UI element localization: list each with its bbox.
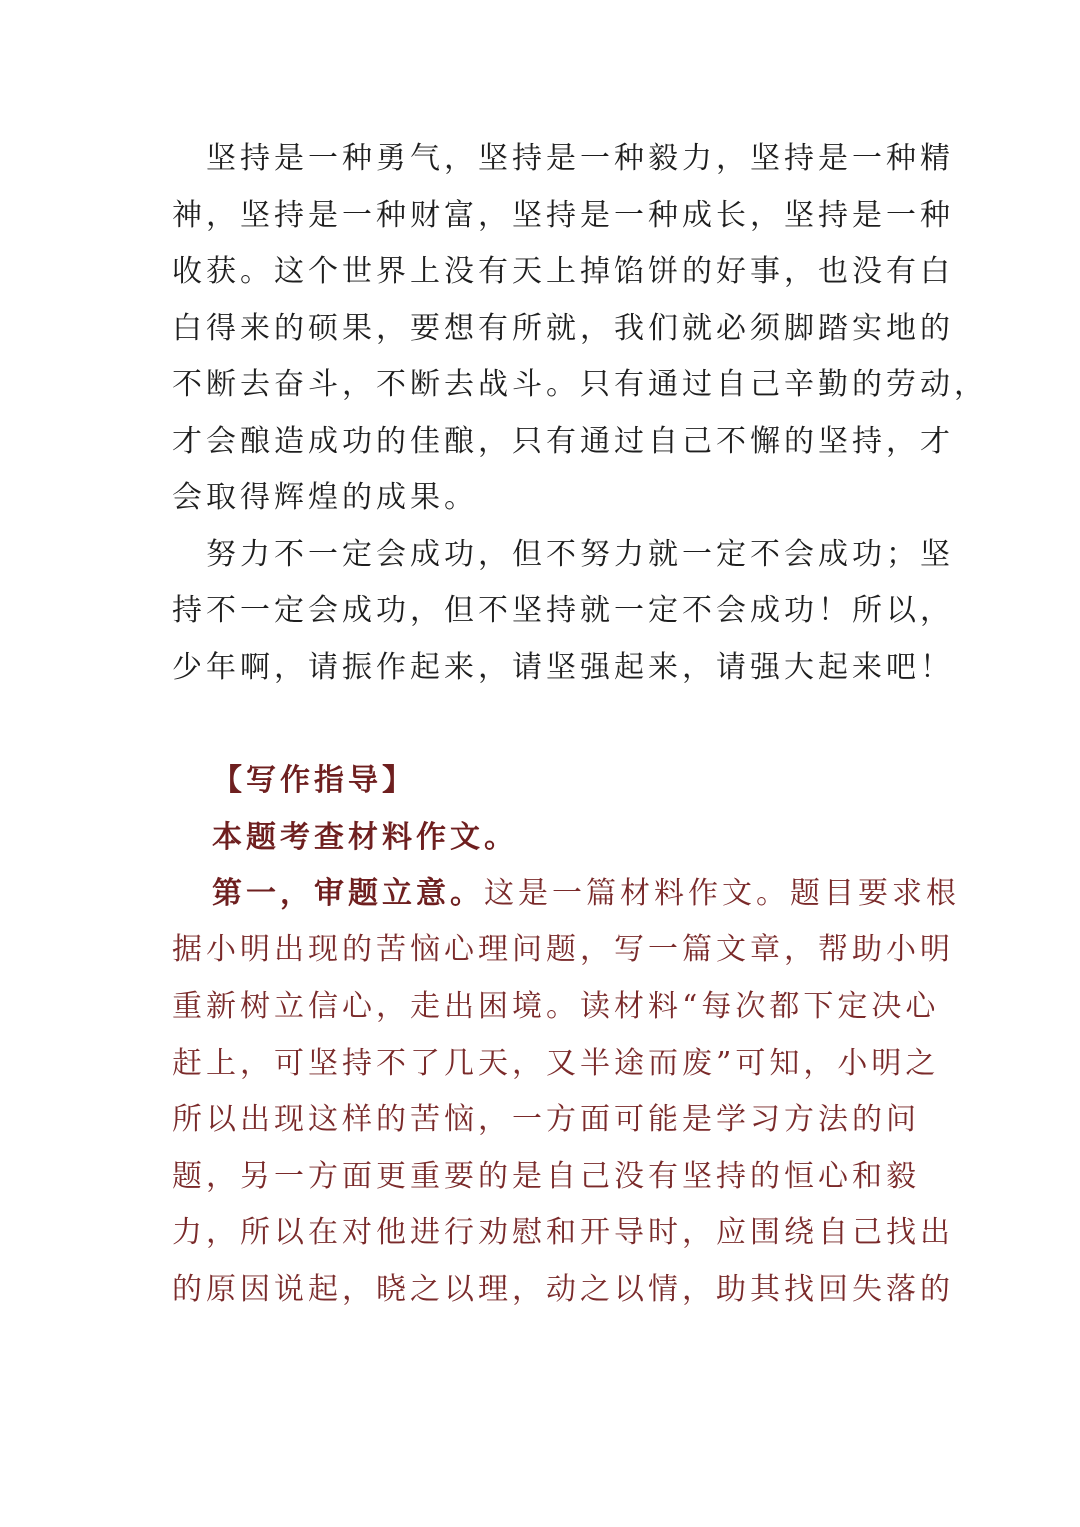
guide-line-1: 据小明出现的苦恼心理问题，写一篇文章，帮助小明 (172, 932, 954, 967)
guide-first-label: 第一，审题立意。 (212, 876, 484, 911)
guide-line-2: 重新树立信心，走出困境。读材料“每次都下定决心 (172, 989, 940, 1024)
guide-first-line-rest: 这是一篇材料作文。题目要求根 (484, 876, 960, 911)
guide-line-3: 赶上，可坚持不了几天，又半途而废”可知，小明之 (172, 1046, 940, 1081)
essay-p1-line-4: 白得来的硕果，要想有所就，我们就必须脚踏实地的 (172, 311, 954, 346)
essay-p1-line-1: 坚持是一种勇气，坚持是一种毅力，坚持是一种精 (172, 141, 954, 176)
essay-p1-line-3: 收获。这个世界上没有天上掉馅饼的好事，也没有白 (172, 254, 954, 289)
essay-p1-line-7: 会取得辉煌的成果。 (172, 480, 478, 515)
essay-p1-line-6: 才会酿造成功的佳酿，只有通过自己不懈的坚持，才 (172, 424, 954, 459)
guide-heading: 【写作指导】 (212, 763, 416, 798)
essay-p2-line-2: 持不一定会成功，但不坚持就一定不会成功！所以， (172, 593, 954, 628)
essay-p2-line-1: 努力不一定会成功，但不努力就一定不会成功；坚 (172, 537, 954, 572)
essay-p2-line-3: 少年啊，请振作起来，请坚强起来，请强大起来吧！ (172, 650, 954, 685)
guide-first-line (212, 866, 960, 922)
essay-p1-line-5: 不断去奋斗，不断去战斗。只有通过自己辛勤的劳动， (172, 367, 988, 402)
guide-line-7: 的原因说起，晓之以理，动之以情，助其找回失落的 (172, 1272, 954, 1307)
guide-line-6: 力，所以在对他进行劝慰和开导时，应围绕自己找出 (172, 1215, 954, 1250)
essay-p1-line-2: 神，坚持是一种财富，坚持是一种成长，坚持是一种 (172, 198, 954, 233)
guide-line-5: 题，另一方面更重要的是自己没有坚持的恒心和毅 (172, 1159, 920, 1194)
guide-intro: 本题考查材料作文。 (212, 820, 518, 855)
guide-line-4: 所以出现这样的苦恼，一方面可能是学习方法的问 (172, 1102, 920, 1137)
